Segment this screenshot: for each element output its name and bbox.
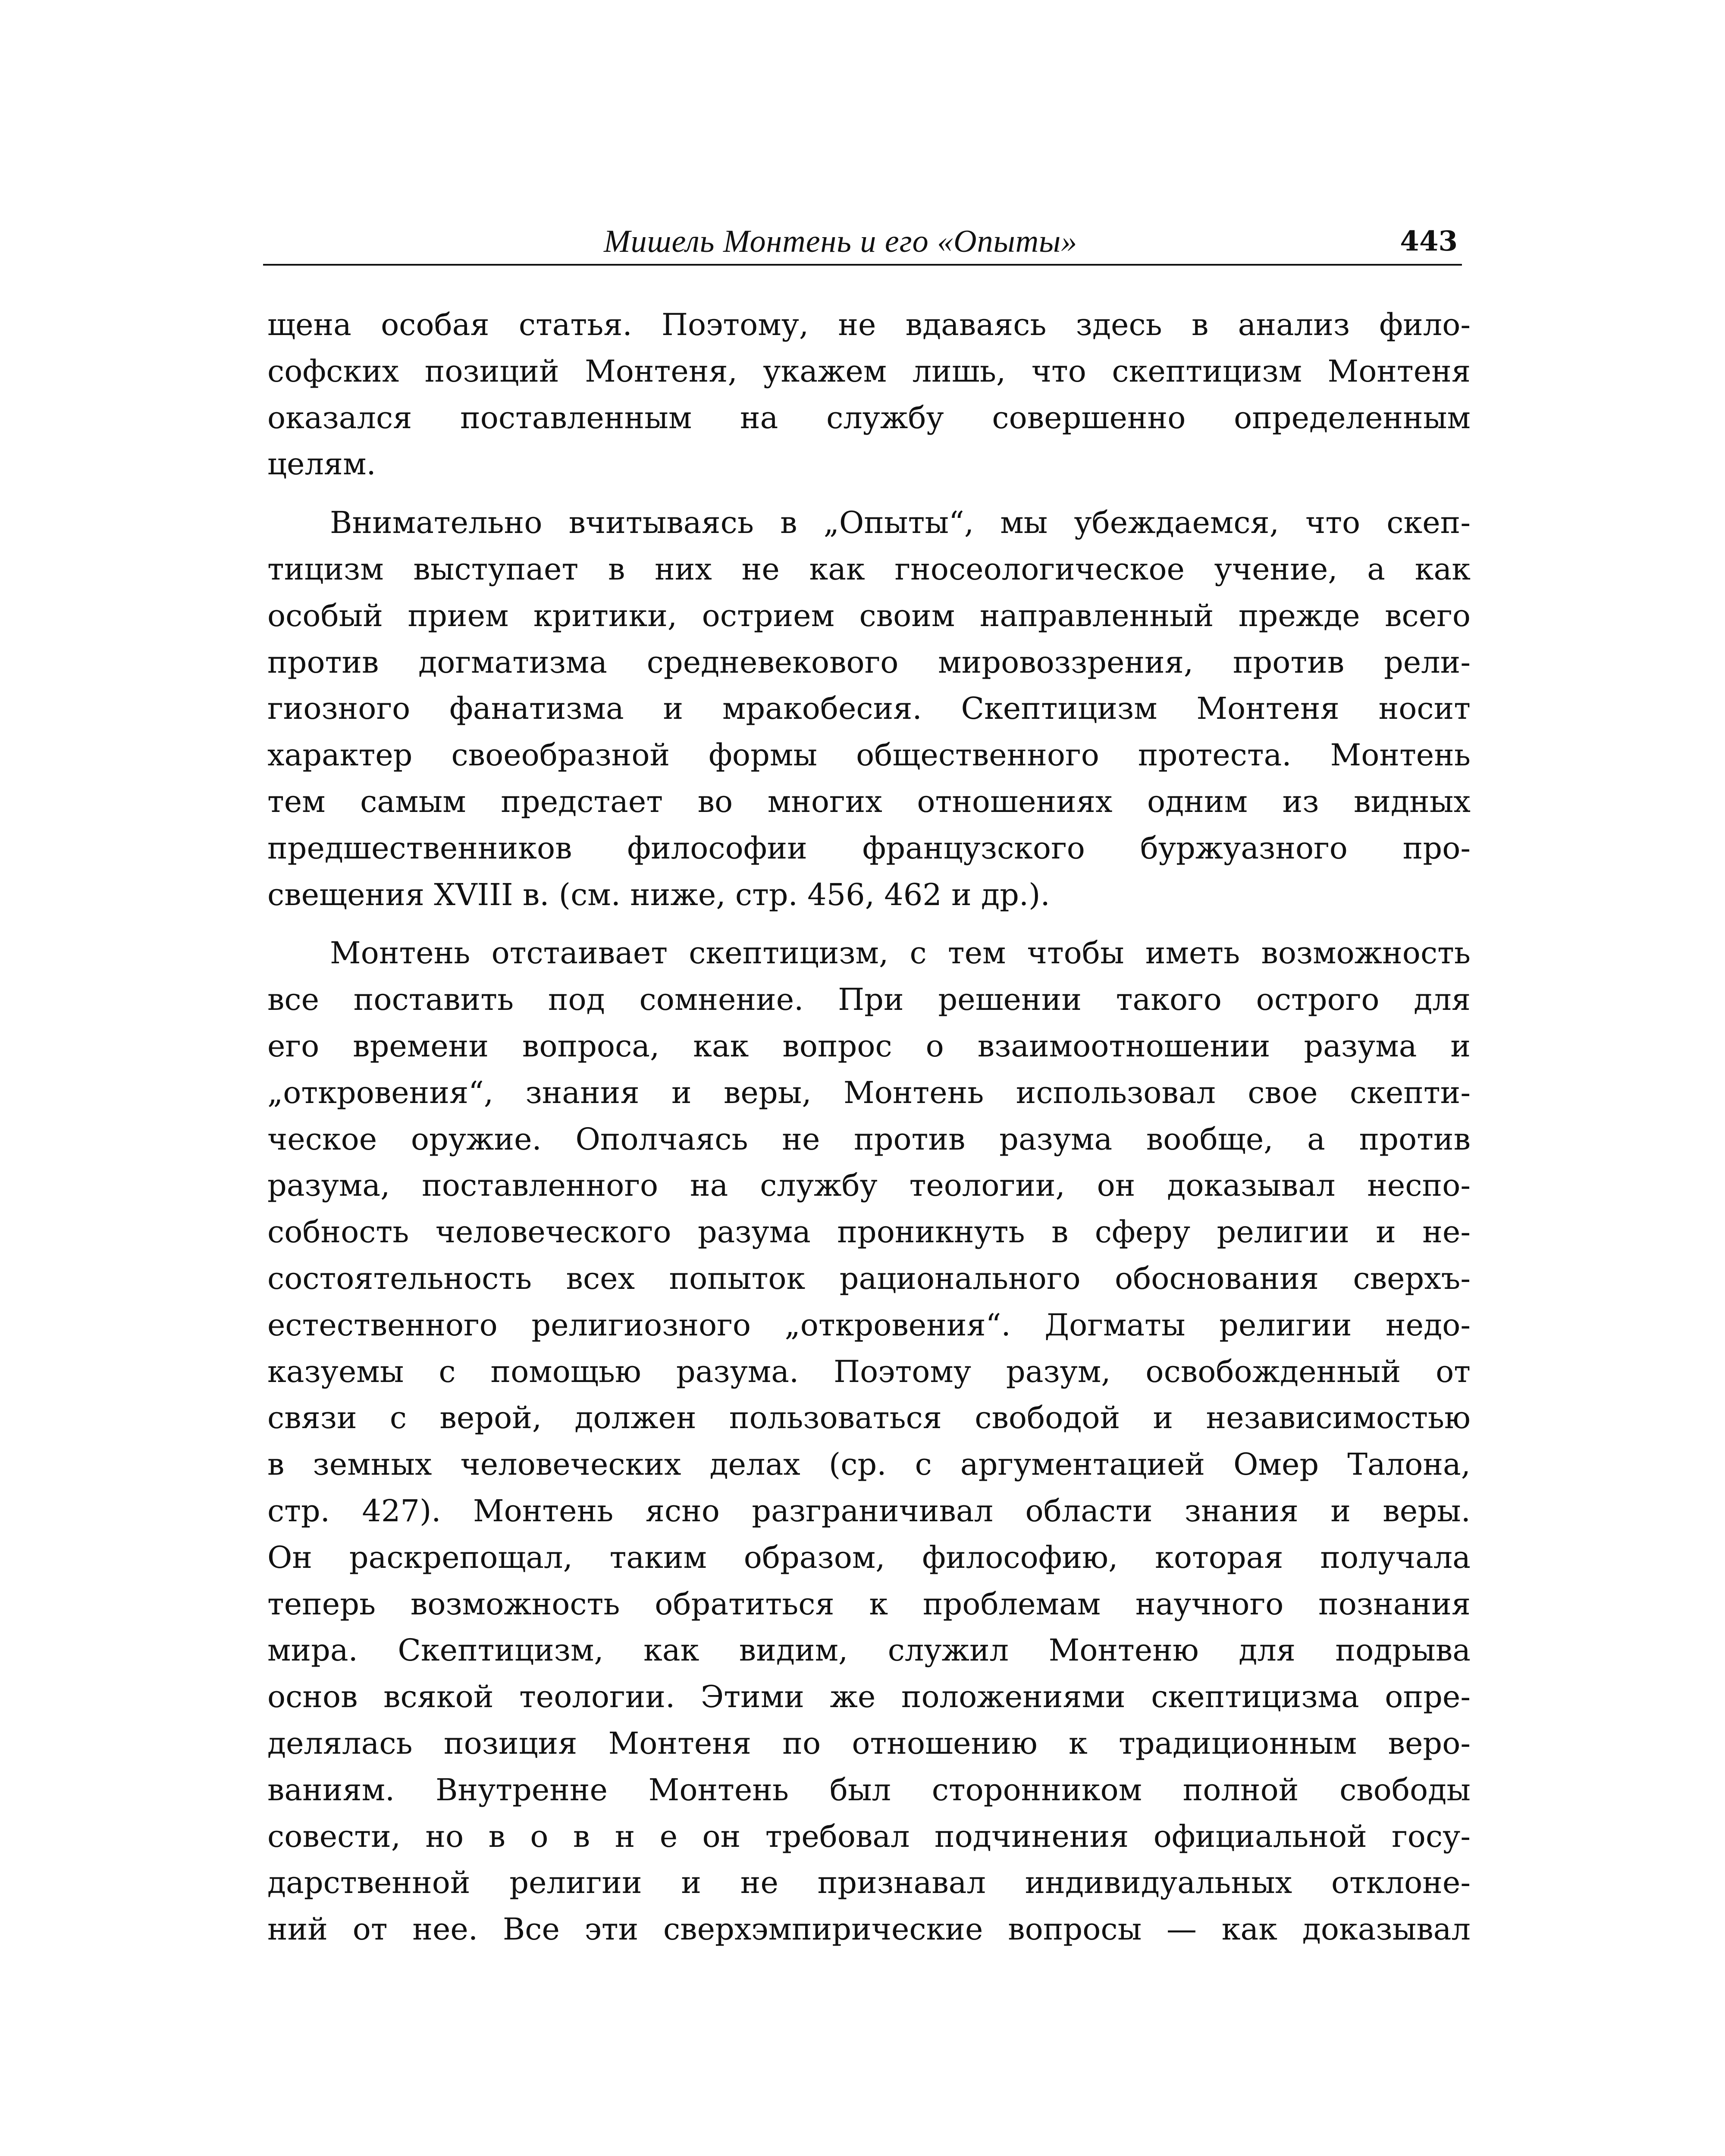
text-line: в земных человеческих делах (ср. с аргументацией Омер Талона, <box>267 1447 1471 1482</box>
text-line: делялась позиция Монтеня по отношению к традиционным веро- <box>267 1725 1471 1761</box>
text-line: основ всякой теологии. Этими же положениями скептицизма опре- <box>267 1679 1471 1715</box>
text-line: свещения XVIII в. (см. ниже, стр. 456, 462 и др.). <box>267 877 1050 912</box>
text-line: предшественников философии французского буржуазного про- <box>267 830 1471 866</box>
text-line: характер своеобразной формы общественного протеста. Монтень <box>267 737 1471 773</box>
text-line: стр. 427). Монтень ясно разграничивал области знания и веры. <box>267 1493 1471 1529</box>
text-line: ческое оружие. Ополчаясь не против разума вообще, а против <box>267 1121 1471 1157</box>
text-line: мира. Скептицизм, как видим, служил Монтеню для подрыва <box>267 1633 1471 1668</box>
text-line: оказался поставленным на службу совершенно определенным <box>267 400 1471 436</box>
text-line: совести, но в о в н е он требовал подчинения официальной госу- <box>267 1818 1471 1854</box>
text-line: теперь возможность обратиться к проблемам научного познания <box>267 1586 1471 1622</box>
text-line: целям. <box>267 446 376 482</box>
text-line: казуемы с помощью разума. Поэтому разум, освобожденный от <box>267 1354 1471 1389</box>
text-line: особый прием критики, острием своим направленный прежде всего <box>267 598 1471 633</box>
text-line: Он раскрепощал, таким образом, философию, которая получала <box>267 1539 1471 1575</box>
text-line: ний от нее. Все эти сверхэмпирические вопросы — как доказывал <box>267 1912 1471 1947</box>
page-text <box>267 302 1471 1953</box>
text-line: собность человеческого разума проникнуть в сферу религии и не- <box>267 1214 1471 1250</box>
text-line: тем самым предстает во многих отношениях одним из видных <box>267 783 1471 819</box>
paragraph-first-line: Монтень отстаивает скептицизм, с тем чтобы иметь возможность <box>330 935 1471 971</box>
text-line: тицизм выступает в них не как гносеологическое учение, а как <box>267 551 1471 587</box>
text-line: естественного религиозного „откровения“. Догматы религии недо- <box>267 1307 1471 1343</box>
header-rule <box>263 264 1462 266</box>
text-line: разума, поставленного на службу теологии, он доказывал неспо- <box>267 1168 1471 1203</box>
text-line: гиозного фанатизма и мракобесия. Скептицизм Монтеня носит <box>267 691 1471 727</box>
text-line: дарственной религии и не признавал индивидуальных отклоне- <box>267 1865 1471 1901</box>
running-title: Мишель Монтень и его «Опыты» <box>604 224 1078 259</box>
text-line: состоятельность всех попыток рационального обоснования сверхъ- <box>267 1260 1471 1296</box>
text-line: против догматизма средневекового мировоззрения, против рели- <box>267 644 1471 680</box>
running-header <box>276 218 1458 265</box>
text-line: „откровения“, знания и веры, Монтень использовал свое скепти- <box>267 1075 1471 1110</box>
text-line: щена особая статья. Поэтому, не вдаваясь здесь в анализ фило- <box>267 307 1471 342</box>
text-line: ваниям. Внутренне Монтень был сторонником полной свободы <box>267 1772 1471 1808</box>
text-line: его времени вопроса, как вопрос о взаимоотношении разума и <box>267 1028 1471 1064</box>
paragraph-first-line: Внимательно вчитываясь в „Опыты“, мы убеждаемся, что скеп- <box>330 505 1471 541</box>
page-number: 443 <box>1400 225 1458 257</box>
text-line: связи с верой, должен пользоваться свободой и независимостью <box>267 1400 1471 1436</box>
text-line: софских позиций Монтеня, укажем лишь, что скептицизм Монтеня <box>267 353 1471 389</box>
text-line: все поставить под сомнение. При решении такого острого для <box>267 982 1471 1018</box>
